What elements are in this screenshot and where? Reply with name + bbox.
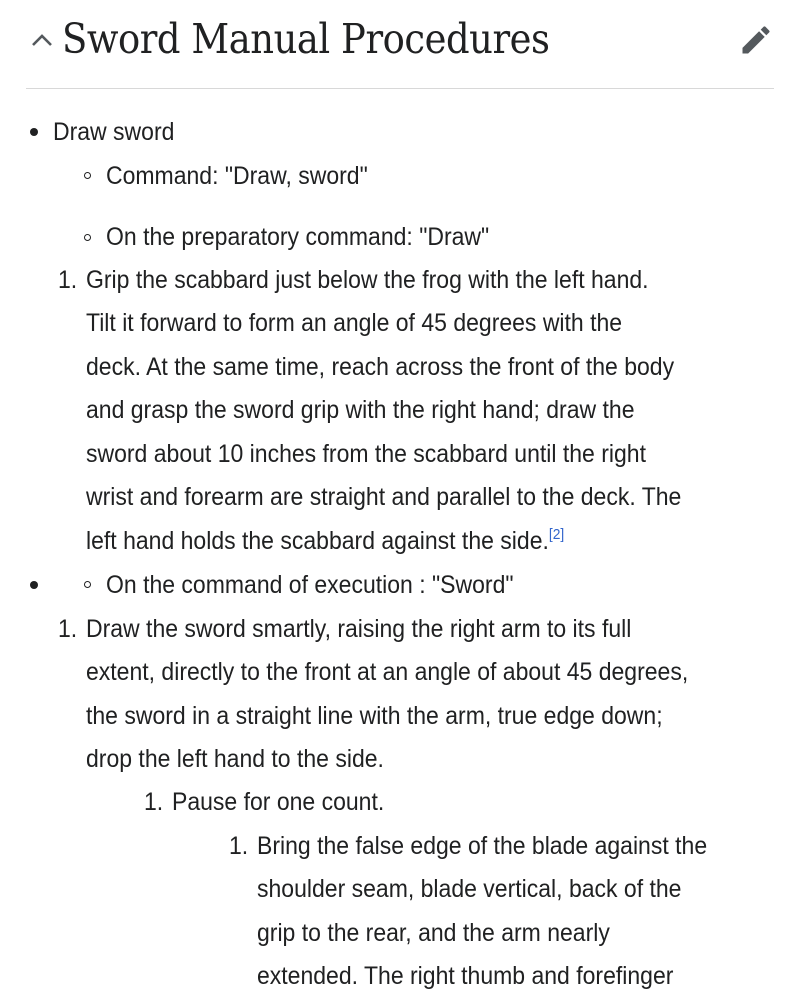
list-item-command: Command: "Draw, sword" <box>106 162 368 190</box>
list-item-draw-sword: Draw sword <box>53 118 175 146</box>
section-header[interactable] <box>26 0 774 89</box>
reference-link[interactable]: [2] <box>548 526 565 543</box>
list-item-preparatory: On the preparatory command: "Draw" <box>106 223 490 251</box>
step-text-line: and grasp the sword grip with the right hand; draw the <box>86 396 635 424</box>
bullet-disc <box>30 581 38 589</box>
step-text-line: Draw the sword smartly, raising the right arm to its full <box>86 615 632 643</box>
step-text-line: extent, directly to the front at an angle of about 45 degrees, <box>86 658 689 686</box>
bullet-circle <box>84 172 91 179</box>
step-text-line: deck. At the same time, reach across the front of the body <box>86 353 675 381</box>
step-text-line: wrist and forearm are straight and parallel to the deck. The <box>86 483 682 511</box>
list-number: 1. <box>144 788 164 816</box>
bullet-circle <box>84 581 91 588</box>
step-text-line: sword about 10 inches from the scabbard until the right <box>86 440 646 468</box>
step-text-line: Tilt it forward to form an angle of 45 degrees with the <box>86 309 623 337</box>
step-text-line <box>86 526 564 556</box>
step-text-line: drop the left hand to the side. <box>86 745 384 773</box>
list-number: 1. <box>58 266 78 294</box>
step-text-line: Pause for one count. <box>172 788 385 816</box>
pencil-icon[interactable] <box>738 22 774 58</box>
chevron-up-icon[interactable] <box>28 26 56 54</box>
step-text-line: shoulder seam, blade vertical, back of the <box>257 875 682 903</box>
step-text: left hand holds the scabbard against the side. <box>86 527 549 555</box>
step-text-line: Bring the false edge of the blade against the <box>257 832 708 860</box>
step-text-line: the sword in a straight line with the arm, true edge down; <box>86 702 663 730</box>
step-text-line: grip to the rear, and the arm nearly <box>257 919 610 947</box>
bullet-circle <box>84 234 91 241</box>
list-number: 1. <box>229 832 249 860</box>
step-text-line: Grip the scabbard just below the frog with the left hand. <box>86 266 649 294</box>
step-text-line: extended. The right thumb and forefinger <box>257 962 674 990</box>
section-title: Sword Manual Procedures <box>62 15 550 63</box>
list-item-execution: On the command of execution : "Sword" <box>106 571 514 599</box>
list-number: 1. <box>58 615 78 643</box>
bullet-disc <box>30 128 38 136</box>
